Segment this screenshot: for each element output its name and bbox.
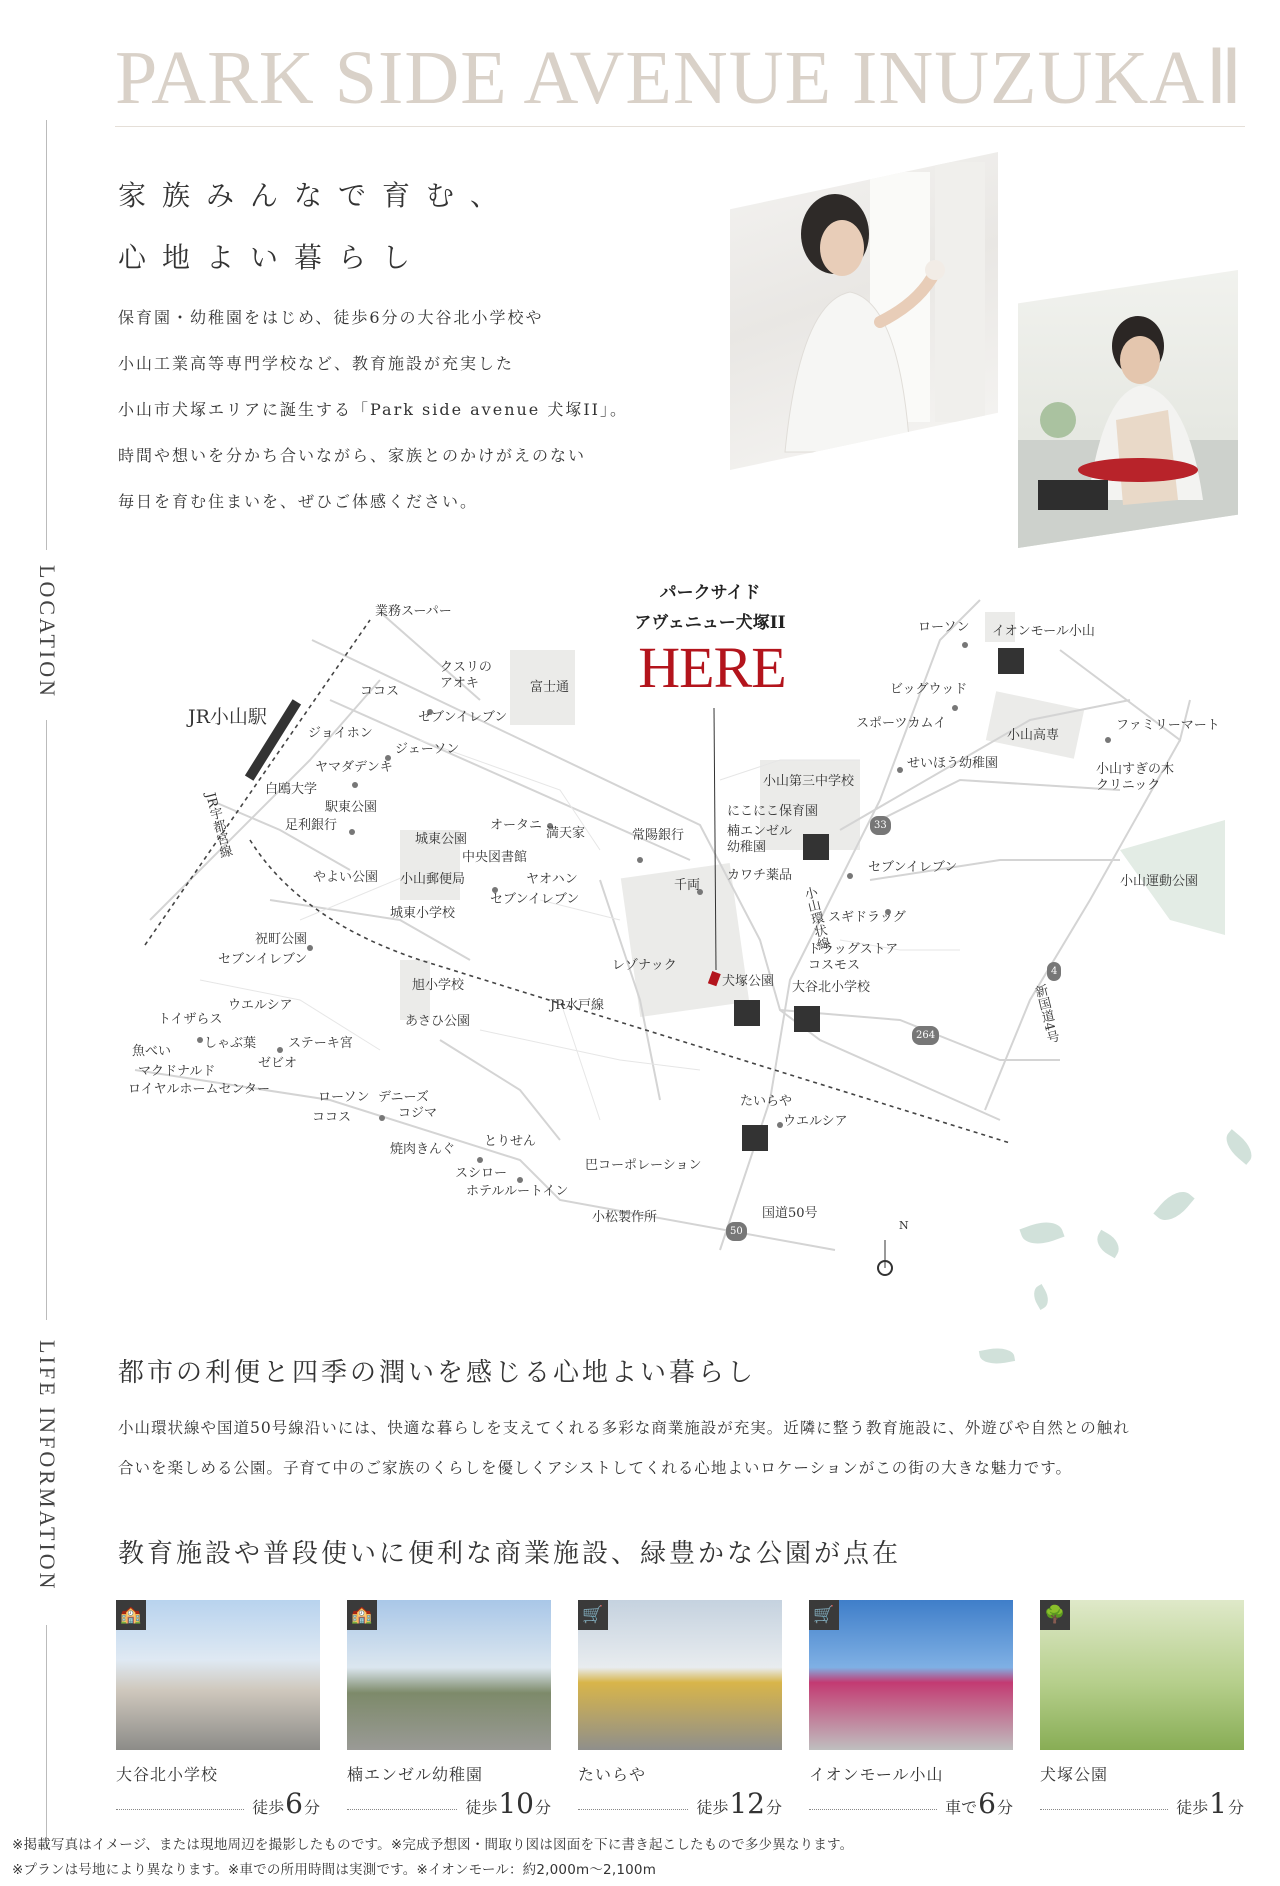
facility-distance	[1040, 1787, 1244, 1820]
map-label: 小松製作所	[592, 1210, 658, 1225]
facility-name: 犬塚公園	[1040, 1765, 1109, 1784]
map-road-label: 新国道4号	[1030, 983, 1061, 1046]
map-label: 旭小学校	[412, 978, 465, 993]
intro-line: 時間や想いを分かち合いながら、家族とのかけがえのない	[118, 446, 587, 465]
map-label: しゃぶ葉	[204, 1036, 257, 1051]
map-label: JR小山駅	[188, 706, 267, 728]
dotted-leader	[1040, 1809, 1168, 1810]
cart-icon: 🛒	[578, 1600, 608, 1630]
map-label: 常陽銀行	[632, 828, 685, 843]
map-label: ココス	[360, 684, 400, 699]
distance-value: 12	[729, 1787, 765, 1820]
map-label: マクドナルド	[138, 1064, 216, 1079]
school-icon: 🏫	[116, 1600, 146, 1630]
tree-icon: 🌳	[1040, 1600, 1070, 1630]
map-label: 千両	[674, 878, 701, 893]
map-label: 足利銀行	[285, 818, 338, 833]
map-label: 富士通	[530, 680, 570, 695]
map-label: アオキ	[440, 676, 479, 691]
distance-unit: 分	[534, 1798, 551, 1817]
map-label: ウエルシア	[783, 1114, 848, 1129]
headline	[118, 165, 514, 289]
map-label: ウエルシア	[228, 998, 293, 1013]
map-label: にこにこ保育園	[727, 804, 819, 819]
map-label: 小山第三中学校	[763, 774, 855, 789]
distance-unit: 分	[1227, 1798, 1244, 1817]
side-divider	[46, 120, 47, 550]
property-name-label	[600, 578, 820, 638]
facility-name: 楠エンゼル幼稚園	[347, 1765, 484, 1784]
property-name-line: アヴェニュー犬塚II	[634, 613, 786, 633]
map-label: 大谷北小学校	[792, 980, 871, 995]
distance-unit: 分	[765, 1798, 782, 1817]
map-label: イオンモール小山	[992, 624, 1095, 639]
map-label: 満天家	[546, 826, 586, 841]
cart-icon: 🛒	[809, 1600, 839, 1630]
distance-prefix: 徒歩	[1176, 1798, 1209, 1817]
map-label: 焼肉きんぐ	[390, 1142, 456, 1157]
map-label: ビッグウッド	[890, 682, 968, 697]
route-number-badge: 264	[912, 1026, 939, 1045]
map-label: 城東公園	[415, 832, 468, 847]
compass-north-label: N	[899, 1219, 909, 1232]
map-label: 巴コーポレーション	[585, 1158, 702, 1173]
map-label: たいらや	[740, 1094, 793, 1109]
disclaimer-note: ※プランは号地により異なります。※車での所用時間は実測です。※イオンモール：約2,000m〜2,100m	[12, 1862, 657, 1878]
intro-line: 保育園・幼稚園をはじめ、徒歩6分の大谷北小学校や	[118, 308, 544, 327]
map-label: コスモス	[808, 958, 861, 973]
intro-line: 小山市犬塚エリアに誕生する「Park side avenue 犬塚II」。	[118, 400, 628, 419]
map-label: セブンイレブン	[418, 710, 508, 725]
dotted-leader	[809, 1809, 937, 1810]
map-label: ロイヤルホームセンター	[128, 1082, 270, 1097]
map-label: ジェーソン	[395, 742, 460, 757]
disclaimer-note: ※掲載写真はイメージ、または現地周辺を撮影したものです。※完成予想図・間取り図は図面を下に書き起こしたもので多少異なります。	[12, 1837, 854, 1853]
facility-photo	[578, 1600, 782, 1750]
school-icon: 🏫	[347, 1600, 377, 1630]
map-label: セブンイレブン	[218, 952, 308, 967]
facility-photo	[347, 1600, 551, 1750]
facilities-heading: 教育施設や普段使いに便利な商業施設、緑豊かな公園が点在	[118, 1539, 902, 1569]
here-marker-label: HERE	[638, 635, 786, 700]
map-label: オータニ	[490, 818, 543, 833]
map-label: クリニック	[1096, 778, 1161, 793]
distance-unit: 分	[996, 1798, 1013, 1817]
facility-card	[578, 1600, 782, 1818]
map-label: 楠エンゼル	[727, 824, 793, 839]
facility-card	[1040, 1600, 1244, 1818]
page-title: PARK SIDE AVENUE INUZUKAⅡ	[115, 30, 1245, 127]
map-label: とりせん	[484, 1134, 537, 1149]
man-cooking-photo	[1018, 270, 1238, 548]
distance-prefix: 徒歩	[465, 1798, 498, 1817]
map-label: 小山すぎの木	[1096, 762, 1175, 777]
map-label: ホテルルートイン	[466, 1184, 569, 1199]
map-label: 城東小学校	[390, 906, 456, 921]
map-label: ジョイホン	[308, 726, 373, 741]
dotted-leader	[347, 1809, 457, 1810]
map-label: やよい公園	[313, 870, 379, 885]
map-label: ココス	[312, 1110, 352, 1125]
map-road-label: 小山環状線	[800, 885, 831, 952]
location-label: LOCATION	[35, 565, 60, 699]
woman-kitchen-photo	[730, 152, 998, 470]
map-label: 小山高専	[1007, 728, 1060, 743]
intro-text	[118, 295, 628, 525]
map-label: ヤオハン	[526, 872, 578, 887]
map-label: あさひ公園	[405, 1014, 471, 1029]
facility-name: 大谷北小学校	[116, 1765, 219, 1784]
map-label: 魚べい	[132, 1044, 172, 1059]
map-label: ステーキ宮	[288, 1036, 353, 1051]
distance-value: 10	[498, 1787, 534, 1820]
map-label: 白鴎大学	[265, 782, 318, 797]
route-number-badge: 4	[1047, 962, 1061, 981]
map-label: セブンイレブン	[868, 860, 958, 875]
intro-line: 小山工業高等専門学校など、教育施設が充実した	[118, 354, 515, 373]
map-road-label: JR宇都宮線	[202, 791, 233, 860]
map-label: 国道50号	[762, 1206, 818, 1221]
distance-value: 1	[1209, 1787, 1227, 1820]
distance-unit: 分	[303, 1798, 320, 1817]
headline-line: 心地よい暮らし	[118, 241, 427, 274]
map-label: 小山郵便局	[400, 872, 466, 887]
map-label: JR水戸線	[550, 998, 604, 1013]
distance-prefix: 徒歩	[696, 1798, 729, 1817]
life-paragraph-line: 合いを楽しめる公園。子育て中のご家族のくらしを優しくアシストしてくれる心地よいロケーションがこの街の大きな魅力です。	[118, 1459, 1073, 1477]
map-label: セブンイレブン	[490, 892, 580, 907]
map-label: ローソン	[318, 1090, 370, 1105]
side-divider	[46, 1625, 47, 1850]
map-label: ドラッグストア	[808, 942, 899, 957]
map-label: ゼビオ	[258, 1056, 298, 1071]
map-label: クスリの	[440, 660, 492, 675]
dotted-leader	[578, 1809, 688, 1810]
map-label: 駅東公園	[325, 800, 378, 815]
facility-photo	[116, 1600, 320, 1750]
map-label: 祝町公園	[255, 932, 308, 947]
distance-prefix: 車で	[945, 1798, 978, 1817]
map-label: スポーツカムイ	[856, 716, 947, 731]
facility-card	[809, 1600, 1013, 1818]
facility-photo	[1040, 1600, 1244, 1750]
map-label: スギドラッグ	[828, 910, 906, 925]
map-label: コジマ	[398, 1106, 438, 1121]
headline-line: 家族みんなで育む、	[118, 179, 515, 212]
property-name-line: パークサイド	[659, 583, 761, 603]
map-label: 小山運動公園	[1120, 874, 1199, 889]
distance-value: 6	[285, 1787, 303, 1820]
leaf-decoration	[979, 1345, 1015, 1367]
distance-value: 6	[978, 1787, 996, 1820]
map-label: 幼稚園	[727, 840, 767, 855]
map-label: レゾナック	[612, 958, 677, 973]
life-heading: 都市の利便と四季の潤いを感じる心地よい暮らし	[118, 1358, 757, 1388]
map-label: スシロー	[455, 1166, 508, 1181]
route-number-badge: 33	[870, 816, 891, 835]
map-label: ファミリーマート	[1116, 718, 1220, 733]
facility-name: イオンモール小山	[809, 1765, 944, 1784]
facility-distance	[809, 1787, 1013, 1820]
facility-card	[347, 1600, 551, 1818]
map-label: カワチ薬品	[727, 868, 793, 883]
facility-photo	[809, 1600, 1013, 1750]
map-label: 中央図書館	[462, 850, 528, 865]
map-label: ローソン	[918, 620, 970, 635]
facility-distance	[347, 1787, 551, 1820]
map-label: ヤマダデンキ	[315, 760, 393, 775]
map-label: トイザらス	[158, 1012, 223, 1027]
map-label: 業務スーパー	[375, 604, 452, 619]
map-label: せいほう幼稚園	[907, 756, 999, 771]
map-label: 犬塚公園	[722, 974, 775, 989]
facility-distance	[116, 1787, 320, 1820]
distance-prefix: 徒歩	[252, 1798, 285, 1817]
dotted-leader	[116, 1809, 244, 1810]
life-paragraph-line: 小山環状線や国道50号線沿いには、快適な暮らしを支えてくれる多彩な商業施設が充実。近隣に整う教育施設に、外遊びや自然との触れ	[118, 1419, 1130, 1437]
life-information-label: LIFE INFORMATION	[35, 1340, 60, 1592]
facility-distance	[578, 1787, 782, 1820]
life-paragraph	[118, 1408, 1248, 1488]
route-number-badge: 50	[726, 1222, 747, 1241]
facility-name: たいらや	[578, 1765, 647, 1784]
intro-line: 毎日を育む住まいを、ぜひご体感ください。	[118, 492, 479, 511]
facility-card	[116, 1600, 320, 1818]
map-label: デニーズ	[378, 1090, 429, 1105]
